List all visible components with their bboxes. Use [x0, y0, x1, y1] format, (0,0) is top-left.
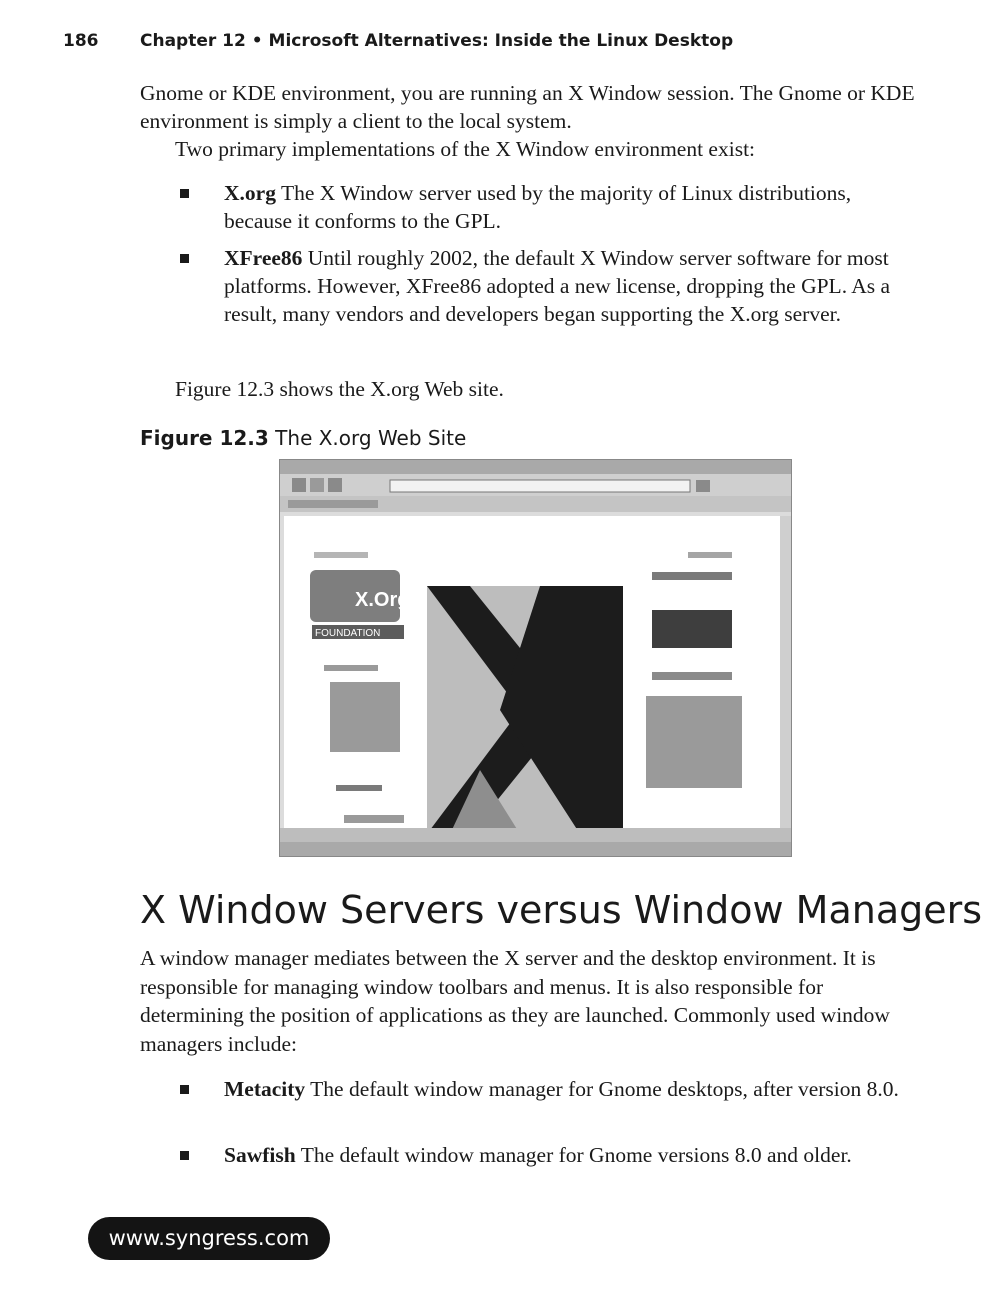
intro-lead-paragraph: Two primary implementations of the X Window environment exist: — [175, 137, 756, 161]
list-item-desc: Until roughly 2002, the default X Window server software for most platforms. However, XFree86 adopted a new license, dropping the GPL. As a result, many vendors and developers began supporting the X.org server. — [224, 246, 891, 326]
figure-title: The X.org Web Site — [275, 426, 467, 450]
browser-screenshot-image — [280, 460, 791, 856]
list-item-term: X.org — [224, 181, 276, 205]
list-item — [224, 1075, 924, 1103]
list-item — [224, 179, 924, 235]
bullet-square-icon — [180, 189, 189, 198]
intro-paragraph: Gnome or KDE environment, you are running an X Window session. The Gnome or KDE environment is simply a client to the local system. — [140, 81, 915, 133]
list-item-term: XFree86 — [224, 246, 303, 270]
figure-screenshot — [279, 459, 792, 857]
publisher-url-badge: www.syngress.com — [88, 1217, 330, 1260]
chapter-title: Chapter 12 • Microsoft Alternatives: Inside the Linux Desktop — [140, 31, 734, 51]
section-heading: X Window Servers versus Window Managers — [140, 888, 983, 932]
xorg-logo-subtext: FOUNDATION — [315, 628, 381, 639]
figure-reference: Figure 12.3 shows the X.org Web site. — [175, 377, 504, 401]
bullet-square-icon — [180, 1151, 189, 1160]
bullet-square-icon — [180, 1085, 189, 1094]
page-number: 186 — [63, 31, 99, 51]
list-item-term: Metacity — [224, 1077, 306, 1101]
list-item-term: Sawfish — [224, 1143, 296, 1167]
xorg-logo-text: X.Org — [355, 589, 410, 611]
list-item — [224, 244, 924, 328]
list-item — [224, 1141, 924, 1169]
figure-label: Figure 12.3 — [140, 426, 269, 450]
bullet-square-icon — [180, 254, 189, 263]
section-paragraph: A window manager mediates between the X server and the desktop environment. It is responsible for managing window toolbars and menus. It is also responsible for determining the position of applications as they are launched. Commonly used window managers include: — [140, 946, 890, 1056]
running-header — [63, 31, 733, 51]
list-item-desc: The default window manager for Gnome versions 8.0 and older. — [300, 1143, 852, 1167]
list-item-desc: The default window manager for Gnome desktops, after version 8.0. — [310, 1077, 899, 1101]
list-item-desc: The X Window server used by the majority of Linux distributions, because it conforms to the GPL. — [224, 181, 852, 233]
figure-caption — [140, 426, 466, 450]
